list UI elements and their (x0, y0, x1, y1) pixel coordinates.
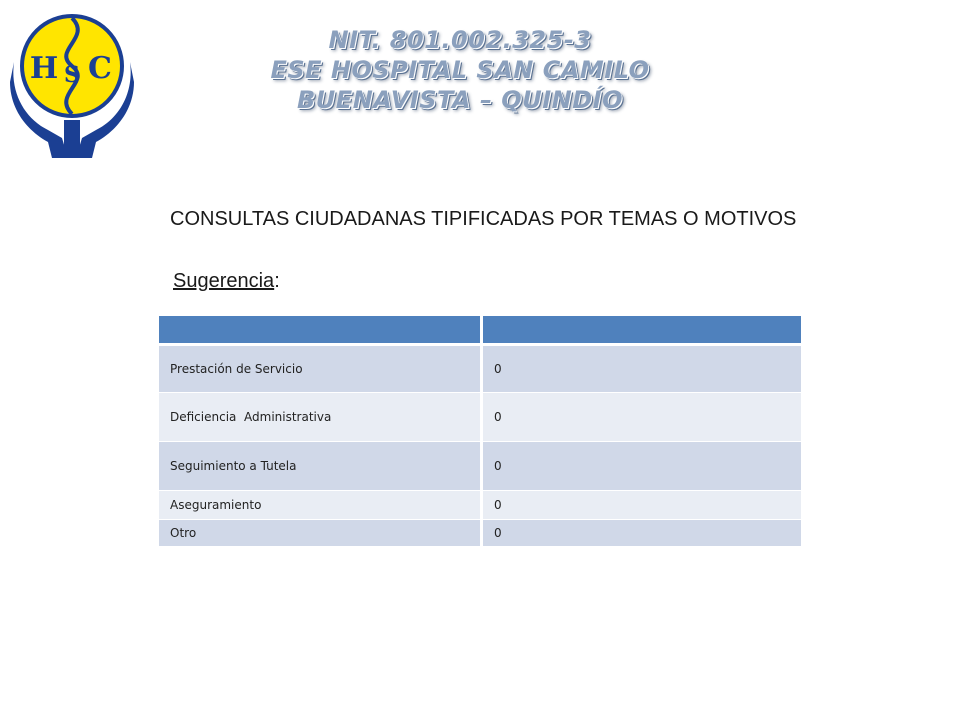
table-row (159, 520, 801, 547)
topic-cell: Seguimiento a Tutela (159, 442, 482, 491)
table-row (159, 345, 801, 393)
section-label: Sugerencia (173, 270, 275, 292)
table-row (159, 442, 801, 491)
table-header-row (159, 316, 801, 345)
topic-cell: Deficiencia Administrativa (159, 393, 482, 442)
logo-letter-s: S (64, 62, 80, 88)
header-cell-topic (159, 316, 482, 345)
page-title: CONSULTAS CIUDADANAS TIPIFICADAS POR TEMAS O MOTIVOS (170, 208, 797, 230)
topic-cell: Prestación de Servicio (159, 345, 482, 393)
value-cell: 0 (482, 520, 802, 547)
topic-cell: Otro (159, 520, 482, 547)
section-heading (173, 270, 280, 293)
value-cell: 0 (482, 442, 802, 491)
header-cell-value (482, 316, 802, 345)
table-row (159, 491, 801, 520)
section-colon: : (274, 270, 280, 292)
table-row (159, 393, 801, 442)
value-cell: 0 (482, 491, 802, 520)
logo-letter-c: C (88, 51, 112, 86)
topic-cell: Aseguramiento (159, 491, 482, 520)
header-nit: NIT. 801.002.325-3 (328, 26, 592, 54)
topics-table (159, 316, 801, 547)
value-cell: 0 (482, 345, 802, 393)
logo-base (64, 120, 80, 158)
logo-letter-h: H (29, 51, 59, 86)
header-location: BUENAVISTA – QUINDÍO (297, 86, 623, 114)
value-cell: 0 (482, 393, 802, 442)
hospital-logo (8, 12, 136, 158)
header-hospital-name: ESE HOSPITAL SAN CAMILO (270, 56, 650, 84)
